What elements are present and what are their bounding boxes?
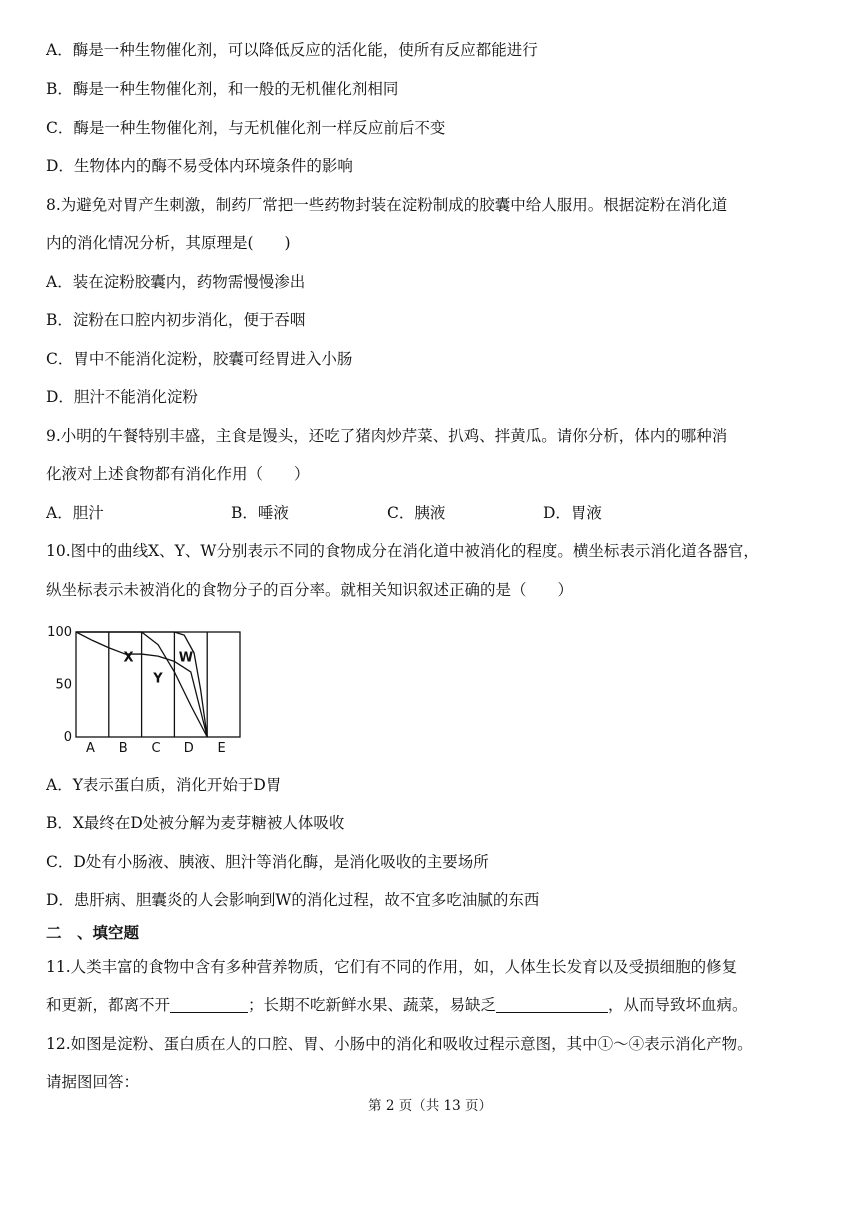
y-tick-label: 100 (47, 625, 72, 640)
q11-line1: 11.人类丰富的食物中含有多种营养物质，它们有不同的作用，如，人体生长发育以及受损细胞的修复 (46, 958, 738, 976)
q11-text-a: 和更新，都离不开 (46, 996, 171, 1014)
q8-stem-line1: 8.为避免对胃产生刺激，制药厂常把一些药物封装在淀粉制成的胶囊中给人服用。根据淀粉在消化道 (46, 196, 728, 214)
q9-stem-line1: 9.小明的午餐特别丰盛，主食是馒头，还吃了猪肉炒芹菜、扒鸡、拌黄瓜。请你分析，体内的哪种消 (46, 427, 728, 445)
q11-text-c: ，从而导致坏血病。 (608, 996, 748, 1014)
q9-option-b: B．唾液 (231, 504, 289, 522)
x-tick-label: C (151, 741, 161, 756)
x-tick-label: A (85, 741, 95, 756)
series-label-y: Y (153, 671, 163, 687)
digestion-chart (44, 620, 254, 758)
q10-option-a: A．Y表示蛋白质，消化开始于D胃 (46, 776, 282, 794)
page-footer: 第 2 页（共 13 页） (368, 1098, 492, 1114)
q11-text-b: ；长期不吃新鲜水果、蔬菜，易缺乏 (248, 996, 497, 1014)
q9-option-a: A．胆汁 (46, 504, 104, 522)
q11-blank-1[interactable] (170, 996, 248, 1013)
q9-option-d: D．胃液 (543, 504, 602, 522)
q10-stem-line1: 10.图中的曲线X、Y、W分别表示不同的食物成分在消化道中被消化的程度。横坐标表示消化道各器官， (46, 542, 759, 560)
y-tick-label: 0 (63, 730, 72, 745)
q12-line2: 请据图回答： (46, 1073, 140, 1091)
q9-option-c: C．胰液 (387, 504, 446, 522)
q10-stem-line2: 纵坐标表示未被消化的食物分子的百分率。就相关知识叙述正确的是（ ） (46, 581, 574, 599)
q8-option-a: A．装在淀粉胶囊内，药物需慢慢渗出 (46, 273, 306, 291)
section-title: 二 、填空题 (46, 924, 140, 942)
q10-option-b: B．X最终在D处被分解为麦芽糖被人体吸收 (46, 814, 345, 832)
q10-option-d: D．患肝病、胆囊炎的人会影响到W的消化过程，故不宜多吃油腻的东西 (46, 891, 540, 909)
series-label-x: X (123, 650, 134, 666)
q12-line1: 12.如图是淀粉、蛋白质在人的口腔、胃、小肠中的消化和吸收过程示意图，其中①～④表示消化产物。 (46, 1035, 753, 1053)
q11-line2 (46, 995, 826, 1015)
q8-option-b: B．淀粉在口腔内初步消化，便于吞咽 (46, 311, 306, 329)
q8-option-c: C．胃中不能消化淀粉，胶囊可经胃进入小肠 (46, 350, 353, 368)
y-tick-label: 50 (55, 677, 72, 693)
q11-blank-2[interactable] (496, 996, 608, 1013)
q9-options-row (46, 503, 826, 523)
x-tick-label: D (183, 741, 194, 756)
q7-option-b: B．酶是一种生物催化剂，和一般的无机催化剂相同 (46, 80, 399, 98)
q8-option-d: D．胆汁不能消化淀粉 (46, 388, 198, 406)
q10-option-c: C．D处有小肠液、胰液、胆汁等消化酶，是消化吸收的主要场所 (46, 853, 489, 871)
q7-option-c: C．酶是一种生物催化剂，与无机催化剂一样反应前后不变 (46, 119, 446, 137)
q7-option-d: D．生物体内的酶不易受体内环境条件的影响 (46, 157, 353, 175)
q7-option-a: A．酶是一种生物催化剂，可以降低反应的活化能，使所有反应都能进行 (46, 41, 538, 59)
q8-stem-line2: 内的消化情况分析，其原理是( ) (46, 234, 291, 252)
x-tick-label: E (217, 741, 226, 756)
x-tick-label: B (118, 741, 128, 756)
series-label-w: W (178, 650, 194, 666)
q9-stem-line2: 化液对上述食物都有消化作用（ ） (46, 465, 310, 483)
